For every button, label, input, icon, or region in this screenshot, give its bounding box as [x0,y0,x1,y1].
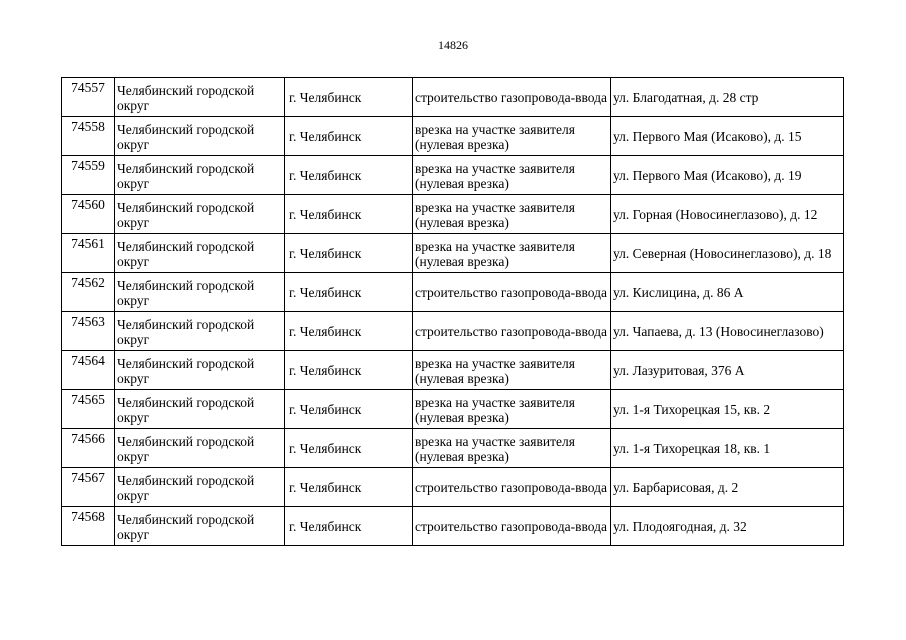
city-cell: г. Челябинск [285,117,413,156]
table-row [62,507,844,546]
address-cell: ул. Лазуритовая, 376 А [611,351,844,390]
row-number-cell: 74566 [62,429,115,468]
work-type-cell: строительство газопровода-ввода [413,78,611,117]
district-cell: Челябинский городской округ [115,78,285,117]
row-number-cell: 74564 [62,351,115,390]
district-cell: Челябинский городской округ [115,390,285,429]
city-cell: г. Челябинск [285,468,413,507]
row-number-cell: 74567 [62,468,115,507]
table-row [62,195,844,234]
row-number-cell: 74565 [62,390,115,429]
work-type-cell: врезка на участке заявителя (нулевая врезка) [413,156,611,195]
work-type-cell: врезка на участке заявителя (нулевая врезка) [413,234,611,273]
page-number: 14826 [438,38,468,52]
city-cell: г. Челябинск [285,507,413,546]
table-row [62,234,844,273]
district-cell: Челябинский городской округ [115,507,285,546]
address-cell: ул. Первого Мая (Исаково), д. 19 [611,156,844,195]
row-number-cell: 74558 [62,117,115,156]
address-cell: ул. Барбарисовая, д. 2 [611,468,844,507]
table-row [62,351,844,390]
district-cell: Челябинский городской округ [115,351,285,390]
row-number-cell: 74560 [62,195,115,234]
table-row [62,156,844,195]
registry-table [61,77,844,546]
work-type-cell: врезка на участке заявителя (нулевая врезка) [413,429,611,468]
address-cell: ул. Благодатная, д. 28 стр [611,78,844,117]
row-number-cell: 74563 [62,312,115,351]
address-cell: ул. Плодоягодная, д. 32 [611,507,844,546]
city-cell: г. Челябинск [285,273,413,312]
city-cell: г. Челябинск [285,234,413,273]
table-row [62,273,844,312]
city-cell: г. Челябинск [285,429,413,468]
city-cell: г. Челябинск [285,195,413,234]
table-row [62,468,844,507]
district-cell: Челябинский городской округ [115,156,285,195]
city-cell: г. Челябинск [285,156,413,195]
address-cell: ул. 1-я Тихорецкая 15, кв. 2 [611,390,844,429]
address-cell: ул. Горная (Новосинеглазово), д. 12 [611,195,844,234]
work-type-cell: врезка на участке заявителя (нулевая врезка) [413,117,611,156]
district-cell: Челябинский городской округ [115,195,285,234]
city-cell: г. Челябинск [285,312,413,351]
row-number-cell: 74568 [62,507,115,546]
work-type-cell: строительство газопровода-ввода [413,312,611,351]
table-row [62,429,844,468]
work-type-cell: врезка на участке заявителя (нулевая врезка) [413,351,611,390]
table-row [62,117,844,156]
work-type-cell: строительство газопровода-ввода [413,507,611,546]
city-cell: г. Челябинск [285,78,413,117]
address-cell: ул. Северная (Новосинеглазово), д. 18 [611,234,844,273]
table-row [62,78,844,117]
row-number-cell: 74561 [62,234,115,273]
district-cell: Челябинский городской округ [115,312,285,351]
row-number-cell: 74562 [62,273,115,312]
address-cell: ул. Чапаева, д. 13 (Новосинеглазово) [611,312,844,351]
address-cell: ул. Первого Мая (Исаково), д. 15 [611,117,844,156]
row-number-cell: 74559 [62,156,115,195]
row-number-cell: 74557 [62,78,115,117]
table-row [62,312,844,351]
address-cell: ул. Кислицина, д. 86 А [611,273,844,312]
work-type-cell: строительство газопровода-ввода [413,468,611,507]
district-cell: Челябинский городской округ [115,234,285,273]
city-cell: г. Челябинск [285,390,413,429]
work-type-cell: врезка на участке заявителя (нулевая врезка) [413,390,611,429]
district-cell: Челябинский городской округ [115,429,285,468]
address-cell: ул. 1-я Тихорецкая 18, кв. 1 [611,429,844,468]
table-row [62,390,844,429]
work-type-cell: строительство газопровода-ввода [413,273,611,312]
district-cell: Челябинский городской округ [115,273,285,312]
district-cell: Челябинский городской округ [115,117,285,156]
city-cell: г. Челябинск [285,351,413,390]
district-cell: Челябинский городской округ [115,468,285,507]
work-type-cell: врезка на участке заявителя (нулевая врезка) [413,195,611,234]
